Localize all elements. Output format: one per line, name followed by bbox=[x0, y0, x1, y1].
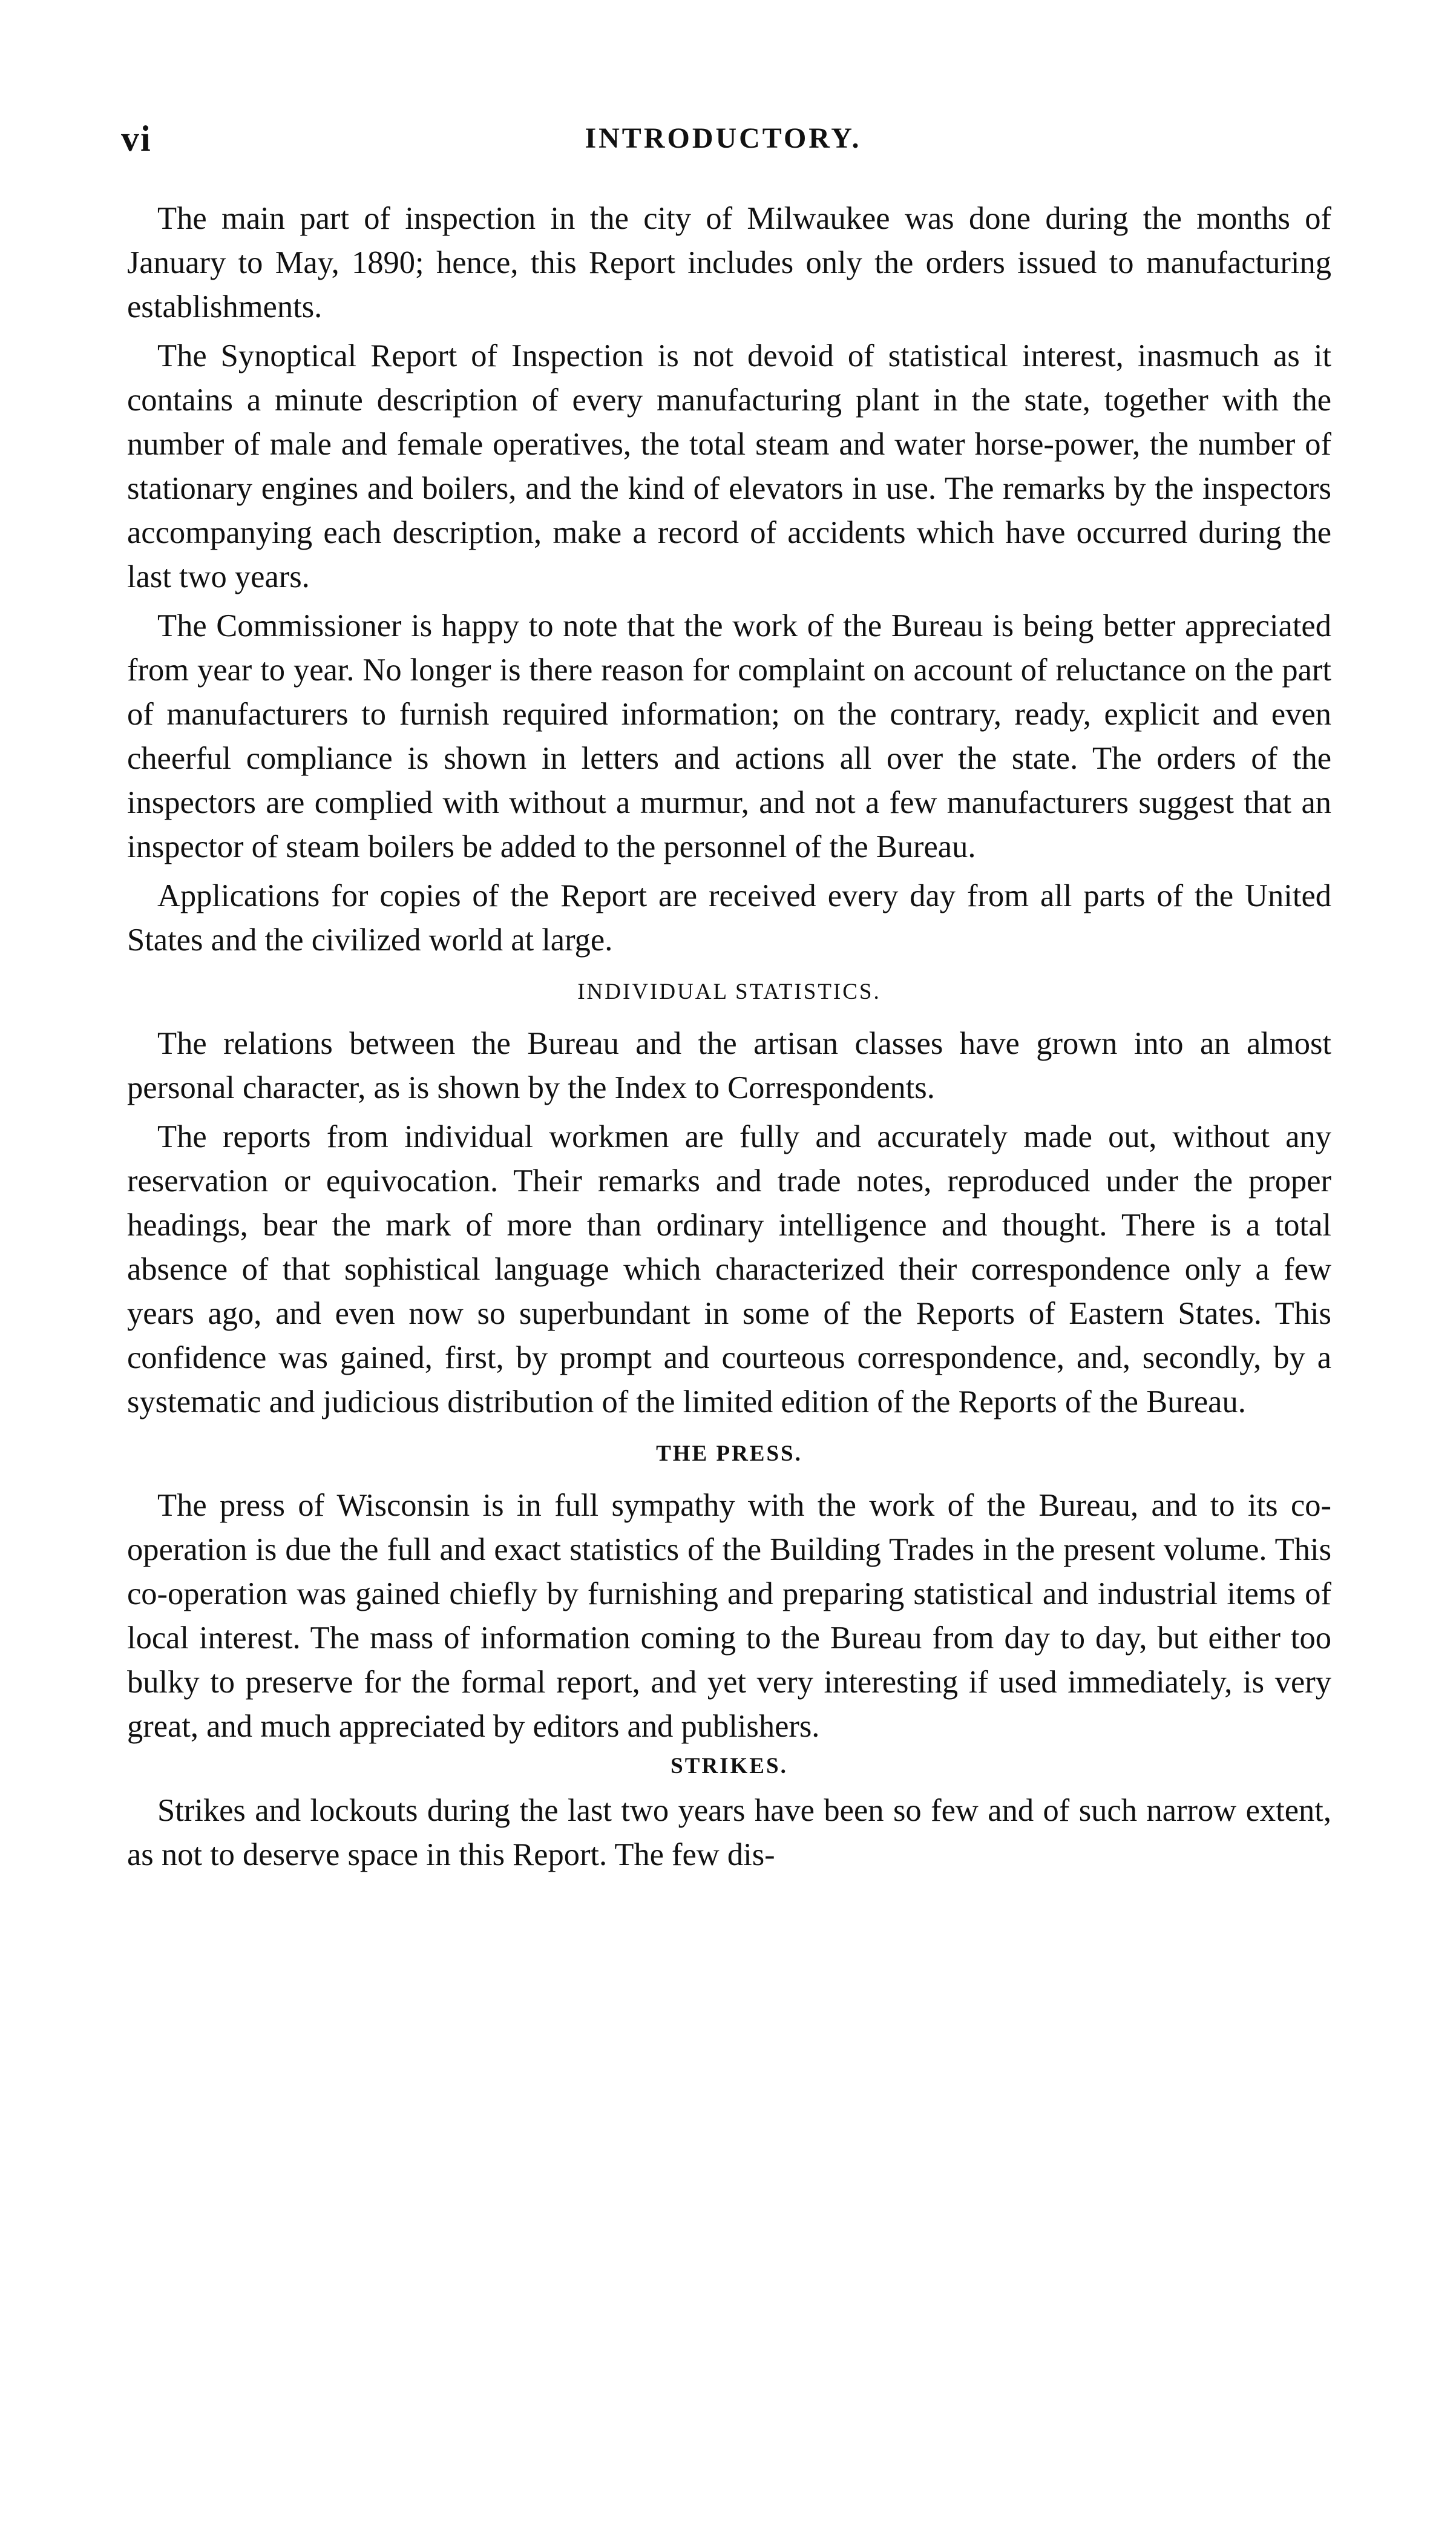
body-text bbox=[127, 197, 1331, 1877]
paragraph-workmen-reports: The reports from individual workmen are fully and accurately made out, without any reservation or equivocation. Their remarks and trade notes, reproduced under the proper headings, bear the mark of more than ordinary intelligence and thought. There is a total absence of that sophistical language which characterized their correspondence only a few years ago, and even now so superbundant in some of the Reports of Eastern States. This confidence was gained, first, by prompt and courteous correspondence, and, secondly, by a systematic and judicious distribution of the limited edition of the Reports of the Bureau. bbox=[127, 1119, 1331, 1419]
heading-individual-statistics: INDIVIDUAL STATISTICS. bbox=[577, 979, 881, 1004]
paragraph-artisan-relations: The relations between the Bureau and the artisan classes have grown into an almost personal character, as is shown by the Index to Correspondents. bbox=[127, 1026, 1331, 1105]
running-head bbox=[121, 118, 1325, 166]
running-title: INTRODUCTORY. bbox=[585, 122, 862, 154]
paragraph-milwaukee-inspection: The main part of inspection in the city of Milwaukee was done during the months of January to May, 1890; hence, this Report includes only the orders issued to manufacturing establishments. bbox=[127, 201, 1331, 324]
page-number: vi bbox=[121, 119, 152, 159]
paragraph-strikes: Strikes and lockouts during the last two years have been so few and of such narrow extent, as not to deserve space in this Report. The few dis- bbox=[127, 1793, 1331, 1872]
paragraph-commissioner: The Commissioner is happy to note that the work of the Bureau is being better appreciated from year to year. No longer is there reason for complaint on account of reluctance on the part of manufacturers to furnish required information; on the contrary, ready, explicit and even cheerful compliance is shown in letters and actions all over the state. The orders of the inspectors are complied with without a murmur, and not a few manufacturers suggest that an inspector of steam boilers be added to the personnel of the Bureau. bbox=[127, 608, 1331, 864]
paragraph-synoptical-report: The Synoptical Report of Inspection is not devoid of statistical interest, inasmuch as it contains a minute description of every manufacturing plant in the state, together with the number of male and female operatives, the total steam and water horse-power, the number of stationary engines and boilers, and the kind of elevators in use. The remarks by the inspectors accompanying each description, make a record of accidents which have occurred during the last two years. bbox=[127, 338, 1331, 594]
heading-the-press: THE PRESS. bbox=[656, 1441, 802, 1466]
heading-strikes: STRIKES. bbox=[671, 1754, 788, 1778]
paragraph-applications: Applications for copies of the Report are received every day from all parts of the United States and the civilized world at large. bbox=[127, 878, 1331, 958]
paragraph-press: The press of Wisconsin is in full sympathy with the work of the Bureau, and to its co-operation is due the full and exact statistics of the Building Trades in the present volume. This co-operation was gained chiefly by furnishing and preparing statistical and industrial items of local interest. The mass of information coming to the Bureau from day to day, but either too bulky to preserve for the formal report, and yet very interesting if used immediately, is very great, and much appreciated by editors and publishers. bbox=[127, 1488, 1331, 1744]
